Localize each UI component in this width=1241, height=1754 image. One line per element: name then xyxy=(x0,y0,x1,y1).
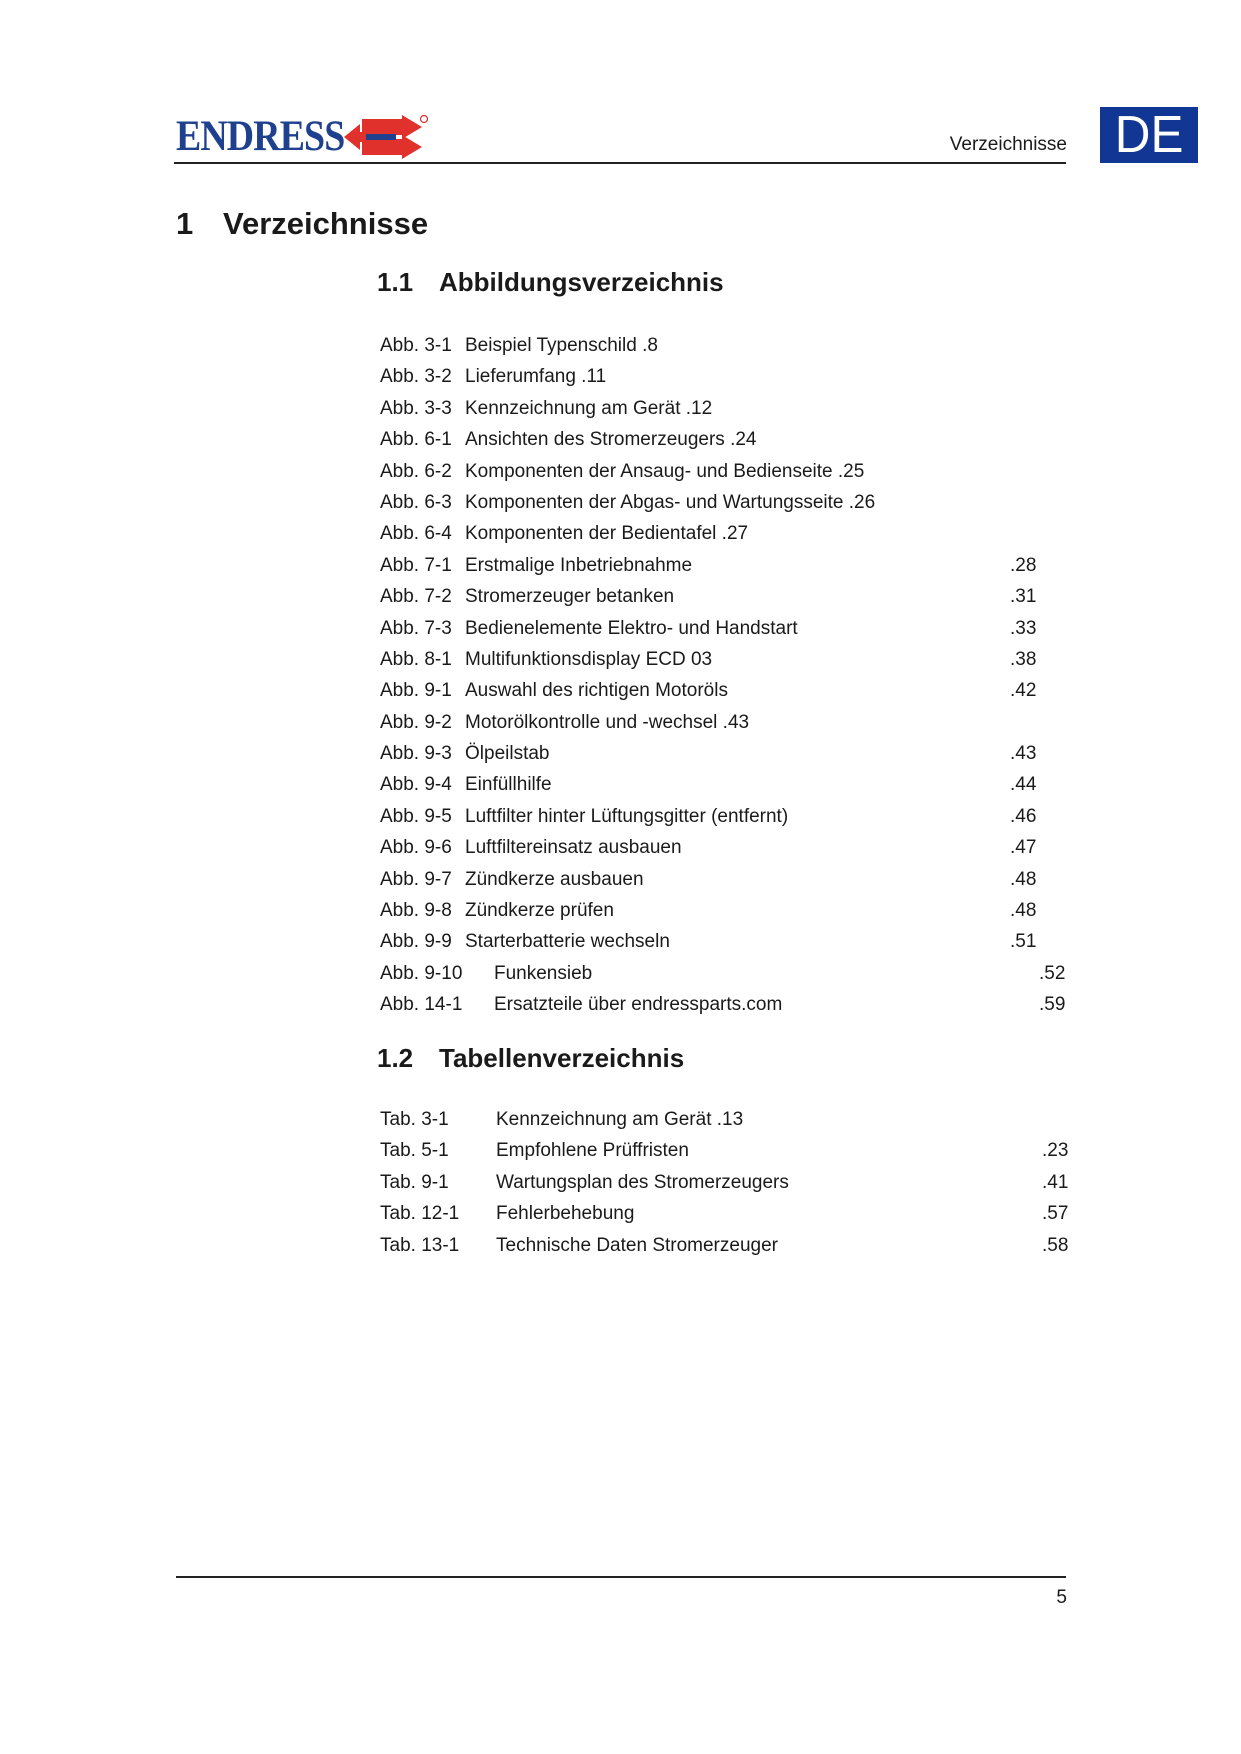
footer-divider xyxy=(176,1576,1066,1578)
entry-label: Abb. 3-2 xyxy=(380,366,452,388)
toc-entry[interactable] xyxy=(380,895,1070,926)
entry-label: Abb. 3-1 xyxy=(380,335,452,356)
entry-title: Funkensieb xyxy=(494,962,593,984)
toc-entry[interactable] xyxy=(380,958,1070,989)
tables-section-title: Tabellenverzeichnis xyxy=(439,1043,685,1073)
entry-page: .33 xyxy=(1010,617,1037,639)
entry-title: Komponenten der Abgas- und Wartungsseite .26 xyxy=(465,491,876,513)
toc-entry[interactable] xyxy=(380,989,1070,1020)
entry-label: Tab. 13-1 xyxy=(380,1234,460,1256)
toc-entry[interactable] xyxy=(380,456,1070,487)
entry-label: Abb. 7-2 xyxy=(380,586,452,608)
entry-title: Kennzeichnung am Gerät .13 xyxy=(496,1109,744,1130)
entry-label: Abb. 6-4 xyxy=(380,523,452,545)
entry-page: .58 xyxy=(1042,1234,1069,1256)
entry-label: Tab. 12-1 xyxy=(380,1203,460,1225)
entry-page: .52 xyxy=(1039,962,1066,984)
entry-title: Zündkerze ausbauen xyxy=(465,868,644,890)
toc-entry[interactable] xyxy=(380,613,1070,644)
entry-title: Multifunktionsdisplay ECD 03 xyxy=(465,648,713,670)
entry-title: Ansichten des Stromerzeugers .24 xyxy=(465,429,757,451)
entry-label: Abb. 9-2 xyxy=(380,711,452,733)
entry-label: Abb. 9-9 xyxy=(380,931,452,953)
entry-title: Komponenten der Bedientafel .27 xyxy=(465,523,749,545)
entry-title: Bedienelemente Elektro- und Handstart xyxy=(465,617,798,639)
chapter-number: 1 xyxy=(176,206,194,241)
toc-entry[interactable] xyxy=(380,581,1070,612)
figures-heading xyxy=(377,267,724,298)
entry-title: Stromerzeuger betanken xyxy=(465,586,675,608)
entry-label: Abb. 9-10 xyxy=(380,962,463,984)
header-section-title: Verzeichnisse xyxy=(949,134,1067,155)
entry-label: Abb. 14-1 xyxy=(380,994,463,1016)
entry-title: Beispiel Typenschild .8 xyxy=(465,335,658,356)
toc-entry[interactable] xyxy=(380,330,1070,361)
tables-list xyxy=(380,1104,1070,1261)
language-code: DE xyxy=(1114,106,1184,164)
tables-section-number: 1.2 xyxy=(377,1043,414,1073)
entry-page: .23 xyxy=(1042,1140,1069,1162)
chapter-heading xyxy=(176,206,428,242)
entry-page: .48 xyxy=(1010,868,1037,890)
toc-entry[interactable] xyxy=(380,550,1070,581)
toc-entry[interactable] xyxy=(380,1167,1070,1198)
entry-label: Abb. 7-1 xyxy=(380,554,452,576)
entry-label: Abb. 9-7 xyxy=(380,868,452,890)
toc-entry[interactable] xyxy=(380,487,1070,518)
entry-page: .42 xyxy=(1010,680,1037,702)
toc-entry[interactable] xyxy=(380,518,1070,549)
entry-title: Motorölkontrolle und -wechsel .43 xyxy=(465,711,750,733)
entry-title: Ölpeilstab xyxy=(465,743,550,765)
entry-title: Luftfilter hinter Lüftungsgitter (entfernt) xyxy=(465,805,789,827)
logo-arrow-icon xyxy=(342,114,428,160)
entry-label: Tab. 9-1 xyxy=(380,1171,449,1193)
language-badge xyxy=(1100,107,1198,163)
endress-logo xyxy=(176,114,428,160)
entry-title: Starterbatterie wechseln xyxy=(465,931,670,953)
entry-label: Abb. 9-3 xyxy=(380,743,452,765)
toc-entry[interactable] xyxy=(380,361,1070,392)
entry-page: .41 xyxy=(1042,1171,1069,1193)
entry-title: Wartungsplan des Stromerzeugers xyxy=(496,1171,789,1193)
entry-page: .46 xyxy=(1010,805,1037,827)
toc-entry[interactable] xyxy=(380,1135,1070,1166)
entry-page: .47 xyxy=(1010,837,1037,859)
chapter-title: Verzeichnisse xyxy=(223,206,429,241)
toc-entry[interactable] xyxy=(380,707,1070,738)
entry-title: Komponenten der Ansaug- und Bedienseite .25 xyxy=(465,460,865,482)
toc-entry[interactable] xyxy=(380,738,1070,769)
entry-page: .57 xyxy=(1042,1203,1069,1225)
entry-label: Abb. 9-5 xyxy=(380,805,452,827)
entry-label: Abb. 9-8 xyxy=(380,900,452,922)
toc-entry[interactable] xyxy=(380,393,1070,424)
entry-page: .38 xyxy=(1010,648,1037,670)
entry-title: Einfüllhilfe xyxy=(465,774,552,796)
toc-entry[interactable] xyxy=(380,769,1070,800)
entry-label: Abb. 6-2 xyxy=(380,460,452,482)
entry-page: .44 xyxy=(1010,774,1037,796)
entry-label: Abb. 3-3 xyxy=(380,397,452,419)
entry-title: Kennzeichnung am Gerät .12 xyxy=(465,397,713,419)
entry-page: .51 xyxy=(1010,931,1037,953)
entry-page: .43 xyxy=(1010,743,1037,765)
entry-label: Abb. 6-3 xyxy=(380,491,452,513)
figures-list xyxy=(380,330,1070,1021)
toc-entry[interactable] xyxy=(380,1104,1070,1135)
figures-section-title: Abbildungsverzeichnis xyxy=(439,267,724,297)
logo-wordmark: ENDRESS xyxy=(176,113,345,160)
entry-title: Empfohlene Prüffristen xyxy=(496,1140,689,1162)
entry-title: Fehlerbehebung xyxy=(496,1203,635,1225)
toc-entry[interactable] xyxy=(380,675,1070,706)
entry-title: Zündkerze prüfen xyxy=(465,900,614,922)
entry-label: Tab. 3-1 xyxy=(380,1109,449,1130)
entry-title: Ersatzteile über endressparts.com xyxy=(494,994,783,1016)
entry-title: Technische Daten Stromerzeuger xyxy=(496,1234,778,1256)
toc-entry[interactable] xyxy=(380,832,1070,863)
toc-entry[interactable] xyxy=(380,801,1070,832)
entry-label: Abb. 9-4 xyxy=(380,774,452,796)
header-divider xyxy=(174,162,1066,164)
entry-page: .31 xyxy=(1010,586,1037,608)
entry-title: Lieferumfang .11 xyxy=(465,366,607,388)
page-number: 5 xyxy=(1056,1587,1067,1608)
entry-label: Abb. 7-3 xyxy=(380,617,452,639)
figures-section-number: 1.1 xyxy=(377,267,414,297)
entry-label: Abb. 6-1 xyxy=(380,429,452,451)
tables-heading xyxy=(377,1043,684,1074)
entry-title: Auswahl des richtigen Motoröls xyxy=(465,680,728,702)
entry-page: .48 xyxy=(1010,900,1037,922)
entry-label: Abb. 9-6 xyxy=(380,837,452,859)
toc-entry[interactable] xyxy=(380,644,1070,675)
entry-label: Tab. 5-1 xyxy=(380,1140,449,1162)
entry-title: Erstmalige Inbetriebnahme xyxy=(465,554,693,576)
entry-label: Abb. 8-1 xyxy=(380,648,452,670)
entry-label: Abb. 9-1 xyxy=(380,680,452,702)
toc-entry[interactable] xyxy=(380,424,1070,455)
toc-entry[interactable] xyxy=(380,864,1070,895)
entry-page: .28 xyxy=(1010,554,1037,576)
toc-entry[interactable] xyxy=(380,1198,1070,1229)
toc-entry[interactable] xyxy=(380,1230,1070,1261)
toc-entry[interactable] xyxy=(380,926,1070,957)
entry-title: Luftfiltereinsatz ausbauen xyxy=(465,837,682,859)
entry-page: .59 xyxy=(1039,994,1066,1016)
